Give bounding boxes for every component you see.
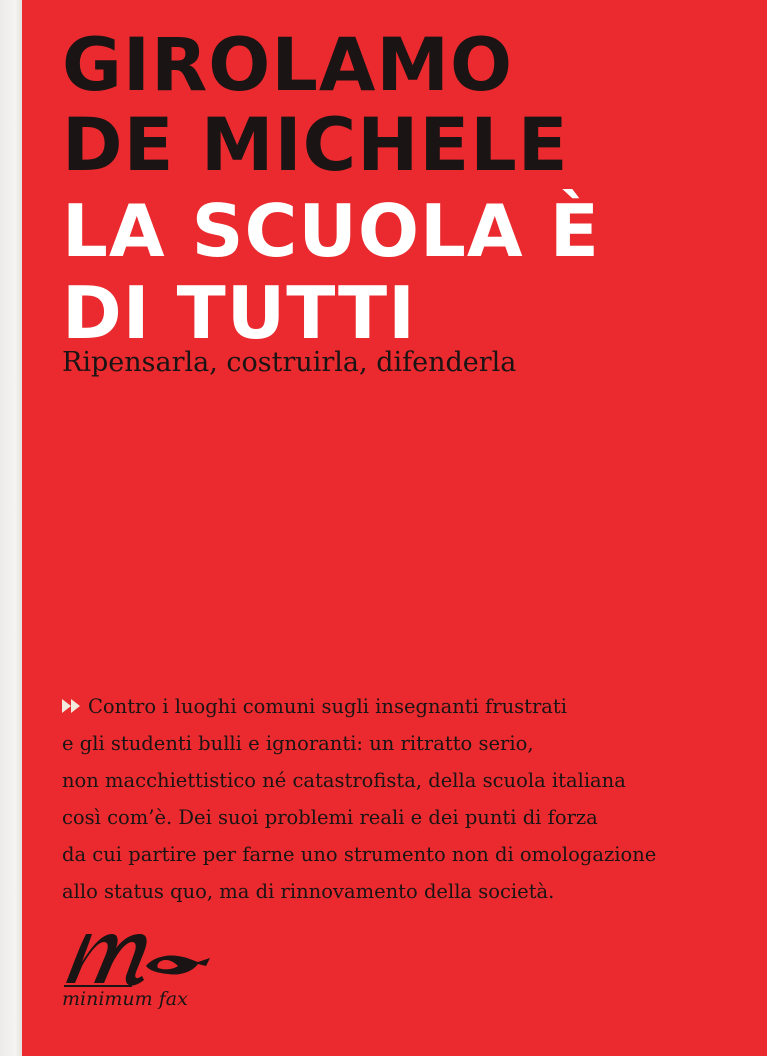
publisher-name: minimum fax — [62, 988, 188, 1010]
blurb-line: non macchiettistico né catastrofista, della scuola italiana — [62, 769, 626, 792]
blurb-line: e gli studenti bulli e ignoranti: un ritratto serio, — [62, 732, 534, 755]
minimum-fax-logo-icon — [62, 928, 212, 988]
spine-edge — [0, 0, 22, 1056]
author-line: GIROLAMO — [62, 23, 514, 108]
title-line: DI TUTTI — [62, 271, 416, 355]
book-cover — [22, 0, 767, 1056]
blurb-line: allo status quo, ma di rinnovamento della società. — [62, 880, 555, 903]
publisher-logo — [62, 928, 232, 1018]
double-arrow-icon — [62, 699, 82, 713]
blurb-line: da cui partire per farne uno strumento non di omologazione — [62, 843, 657, 866]
book-subtitle: Ripensarla, costruirla, difenderla — [62, 347, 517, 378]
book-title — [62, 190, 600, 354]
author-line: DE MICHELE — [62, 103, 569, 188]
author-name — [62, 23, 569, 188]
blurb-line-text: Contro i luoghi comuni sugli insegnanti frustrati — [88, 695, 567, 718]
blurb-line — [62, 688, 752, 725]
cover-blurb — [62, 688, 752, 910]
blurb-line: così com’è. Dei suoi problemi reali e dei punti di forza — [62, 806, 598, 829]
title-line: LA SCUOLA È — [62, 189, 600, 273]
